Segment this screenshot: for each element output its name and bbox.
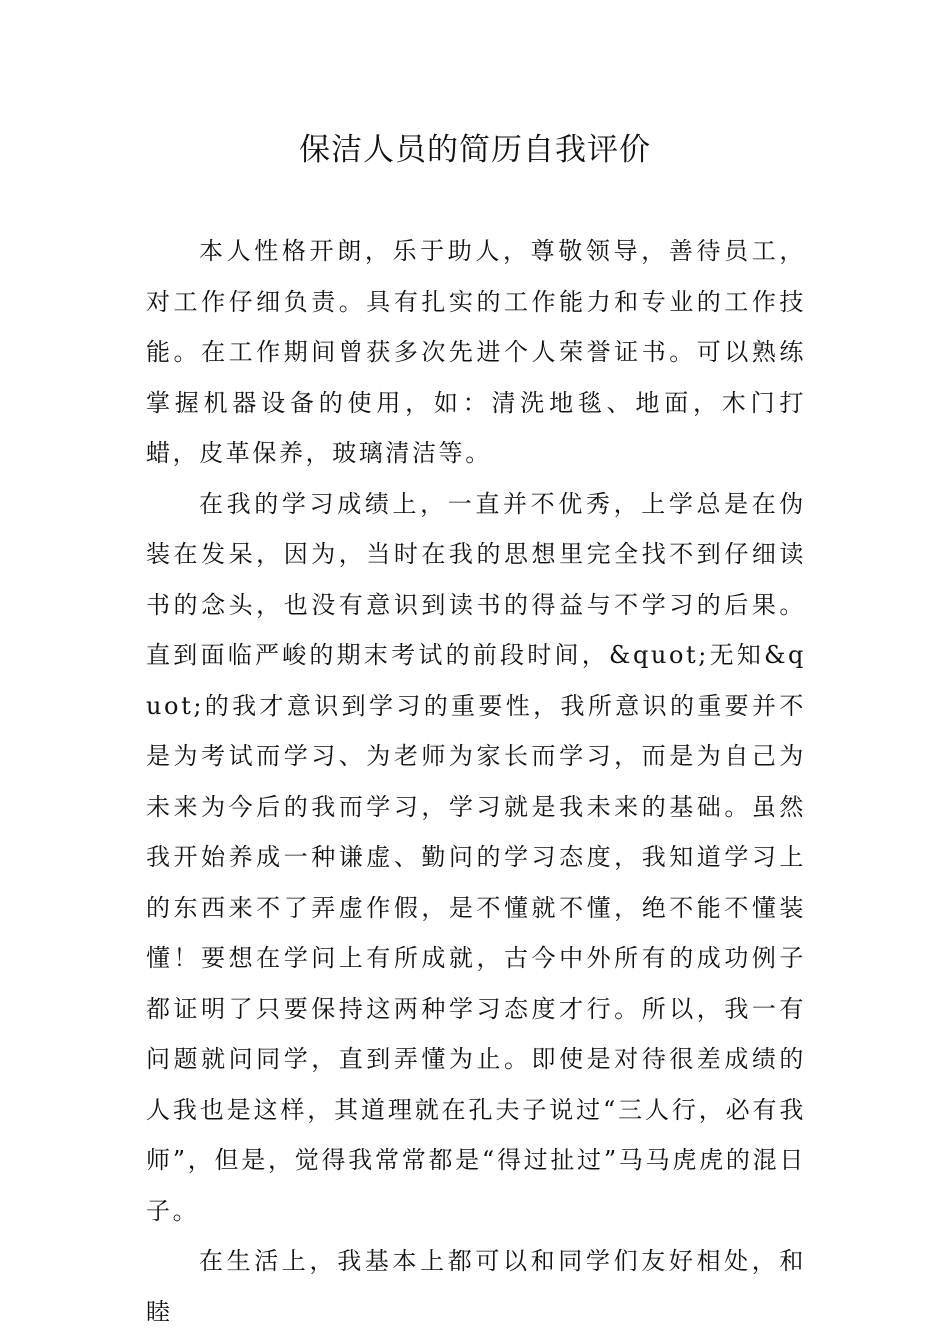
paragraph: 在我的学习成绩上，一直并不优秀，上学总是在伪装在发呆，因为，当时在我的思想里完全找不到仔细读书的念头，也没有意识到读书的得益与不学习的后果。直到面临严峻的期末考试的前段时间，&quot;无知&quot;的我才意识到学习的重要性，我所意识的重要并不是为考试而学习、为老师为家长而学习，而是为自己为未来为今后的我而学习，学习就是我未来的基础。虽然我开始养成一种谦虚、勤问的学习态度，我知道学习上的东西来不了弄虚作假，是不懂就不懂，绝不能不懂装懂！要想在学问上有所成就，古今中外所有的成功例子都证明了只要保持这两种学习态度才行。所以，我一有问题就问同学，直到弄懂为止。即使是对待很差成绩的人我也是这样，其道理就在孔夫子说过“三人行，必有我师”，但是，觉得我常常都是“得过扯过”马马虎虎的混日子。 <box>146 489 806 1225</box>
paragraph: 在生活上，我基本上都可以和同学们友好相处，和睦 <box>146 1247 806 1326</box>
document-body <box>146 226 806 1337</box>
document-title: 保洁人员的简历自我评价 <box>299 132 651 168</box>
paragraph: 本人性格开朗，乐于助人，尊敬领导，善待员工，对工作仔细负责。具有扎实的工作能力和专业的工作技能。在工作期间曾获多次先进个人荣誉证书。可以熟练掌握机器设备的使用，如：清洗地毯、地面，木门打蜡，皮革保养，玻璃清洁等。 <box>146 237 806 467</box>
